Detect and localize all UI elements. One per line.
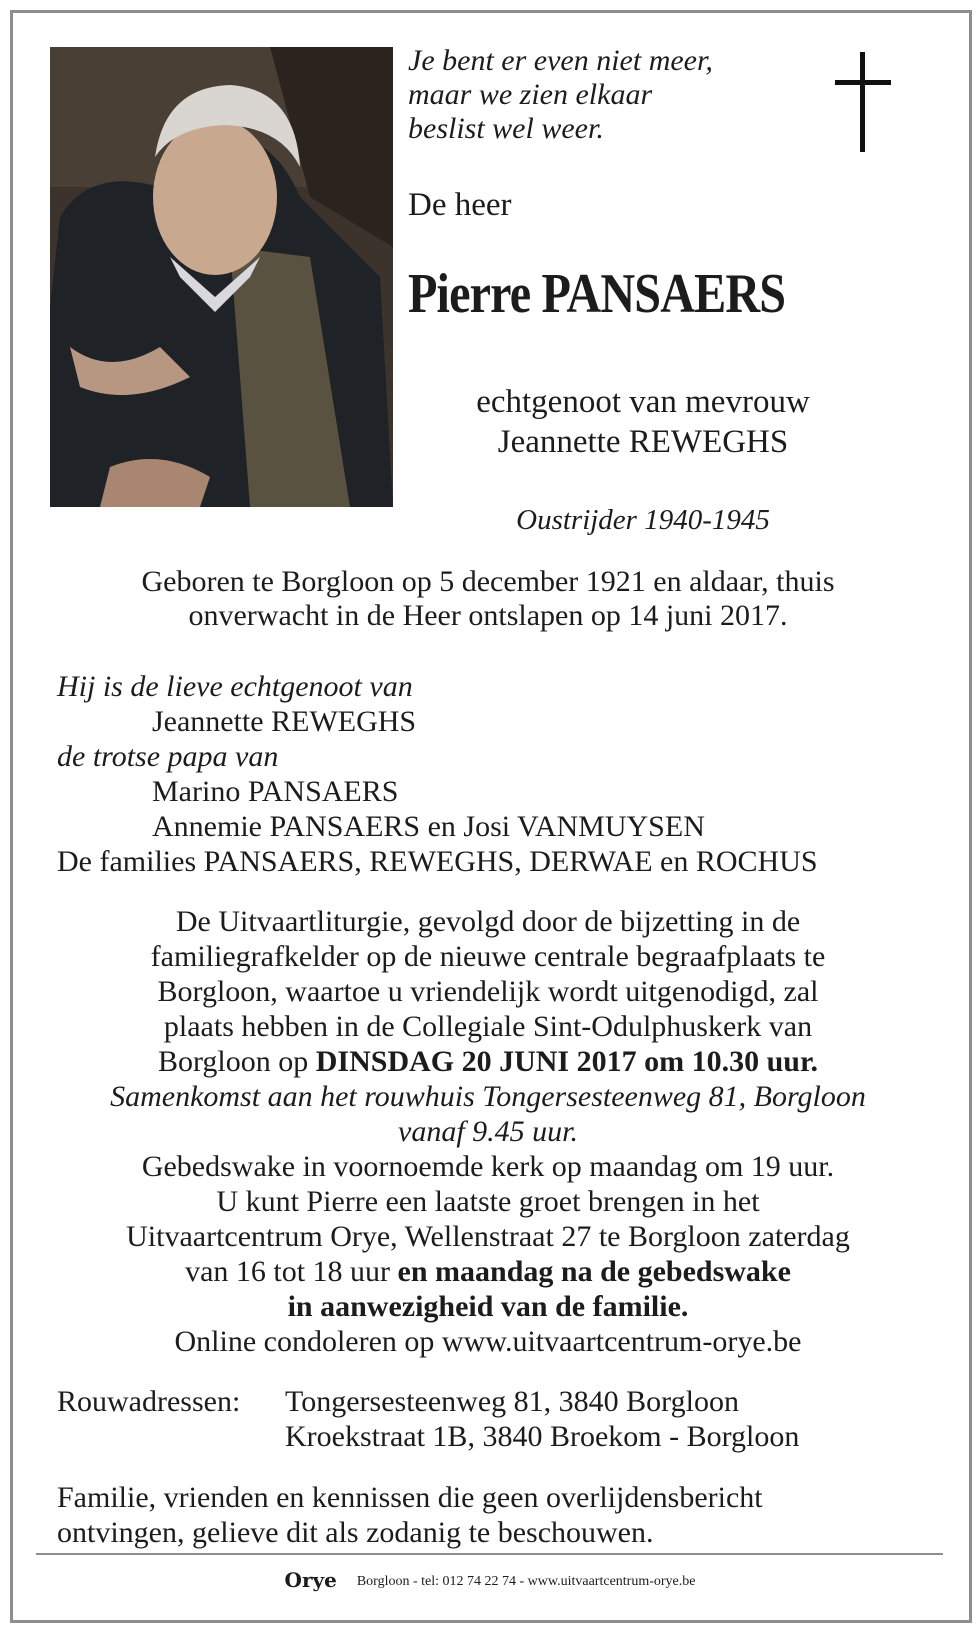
visit-line xyxy=(40,1255,936,1289)
deceased-name: Pierre PANSAERS xyxy=(408,263,786,325)
visit-line: in aanwezigheid van de familie. xyxy=(287,1290,689,1323)
title-prefix: De heer xyxy=(408,187,512,223)
orye-logo: Orye xyxy=(284,1568,337,1592)
gathering-line: vanaf 9.45 uur. xyxy=(398,1115,578,1148)
funeral-date: DINSDAG 20 JUNI 2017 om 10.30 uur. xyxy=(315,1045,819,1078)
resistance-note: Oustrijder 1940-1945 xyxy=(516,504,770,536)
poem-line: maar we zien elkaar xyxy=(408,78,653,111)
online-condolence: Online condoleren op www.uitvaartcentrum-orye.be xyxy=(174,1325,802,1358)
gathering-line: Samenkomst aan het rouwhuis Tongersesteenweg 81, Borgloon xyxy=(110,1080,866,1113)
addresses-label: Rouwadressen: xyxy=(57,1385,241,1418)
funeral-line: plaats hebben in de Collegiale Sint-Odulphuskerk van xyxy=(163,1010,813,1043)
address-line: Tongersesteenweg 81, 3840 Borgloon xyxy=(285,1385,739,1418)
visit-line: U kunt Pierre een laatste groet brengen in het xyxy=(216,1185,760,1218)
spouse-line: Jeannette REWEGHS xyxy=(497,424,789,460)
spouse-info xyxy=(408,382,878,462)
spouse-intro: Hij is de lieve echtgenoot van xyxy=(57,670,413,703)
closing-line: Familie, vrienden en kennissen die geen overlijdensbericht xyxy=(57,1481,763,1514)
spouse-name: Jeannette REWEGHS xyxy=(152,705,417,738)
birth-line: Geboren te Borgloon op 5 december 1921 en aldaar, thuis xyxy=(141,565,835,598)
families-line: De families PANSAERS, REWEGHS, DERWAE en ROCHUS xyxy=(57,845,818,878)
closing-line: ontvingen, gelieve dit als zodanig te beschouwen. xyxy=(57,1516,654,1549)
funeral-line: Borgloon, waartoe u vriendelijk wordt uitgenodigd, zal xyxy=(157,975,819,1008)
child-name: Marino PANSAERS xyxy=(152,775,399,808)
funeral-place: Borgloon op xyxy=(157,1045,316,1078)
children-intro: de trotse papa van xyxy=(57,740,279,773)
funeral-line: familiegrafkelder op de nieuwe centrale begraafplaats te xyxy=(150,940,826,973)
footer xyxy=(0,1568,980,1592)
child-name: Annemie PANSAERS en Josi VANMUYSEN xyxy=(152,810,705,843)
visit-monday: en maandag na de gebedswake xyxy=(397,1255,791,1288)
birth-line: onverwacht in de Heer ontslapen op 14 juni 2017. xyxy=(188,599,788,632)
funeral-line: De Uitvaartliturgie, gevolgd door de bijzetting in de xyxy=(175,905,801,938)
address-line: Kroekstraat 1B, 3840 Broekom - Borgloon xyxy=(285,1420,800,1453)
poem-line: beslist wel weer. xyxy=(408,112,604,145)
footer-divider xyxy=(36,1553,943,1555)
vigil-line: Gebedswake in voornoemde kerk op maandag om 19 uur. xyxy=(141,1150,835,1183)
cross-icon xyxy=(835,52,891,152)
spouse-line: echtgenoot van mevrouw xyxy=(476,384,810,420)
visit-hours: van 16 tot 18 uur xyxy=(185,1255,398,1288)
footer-contact: Borgloon - tel: 012 74 22 74 - www.uitvaartcentrum-orye.be xyxy=(356,1574,696,1589)
memorial-poem xyxy=(408,44,713,146)
funeral-line xyxy=(40,1045,936,1079)
poem-line: Je bent er even niet meer, xyxy=(408,44,713,77)
portrait-photo xyxy=(50,47,393,507)
visit-line: Uitvaartcentrum Orye, Wellenstraat 27 te Borgloon zaterdag xyxy=(126,1220,850,1253)
